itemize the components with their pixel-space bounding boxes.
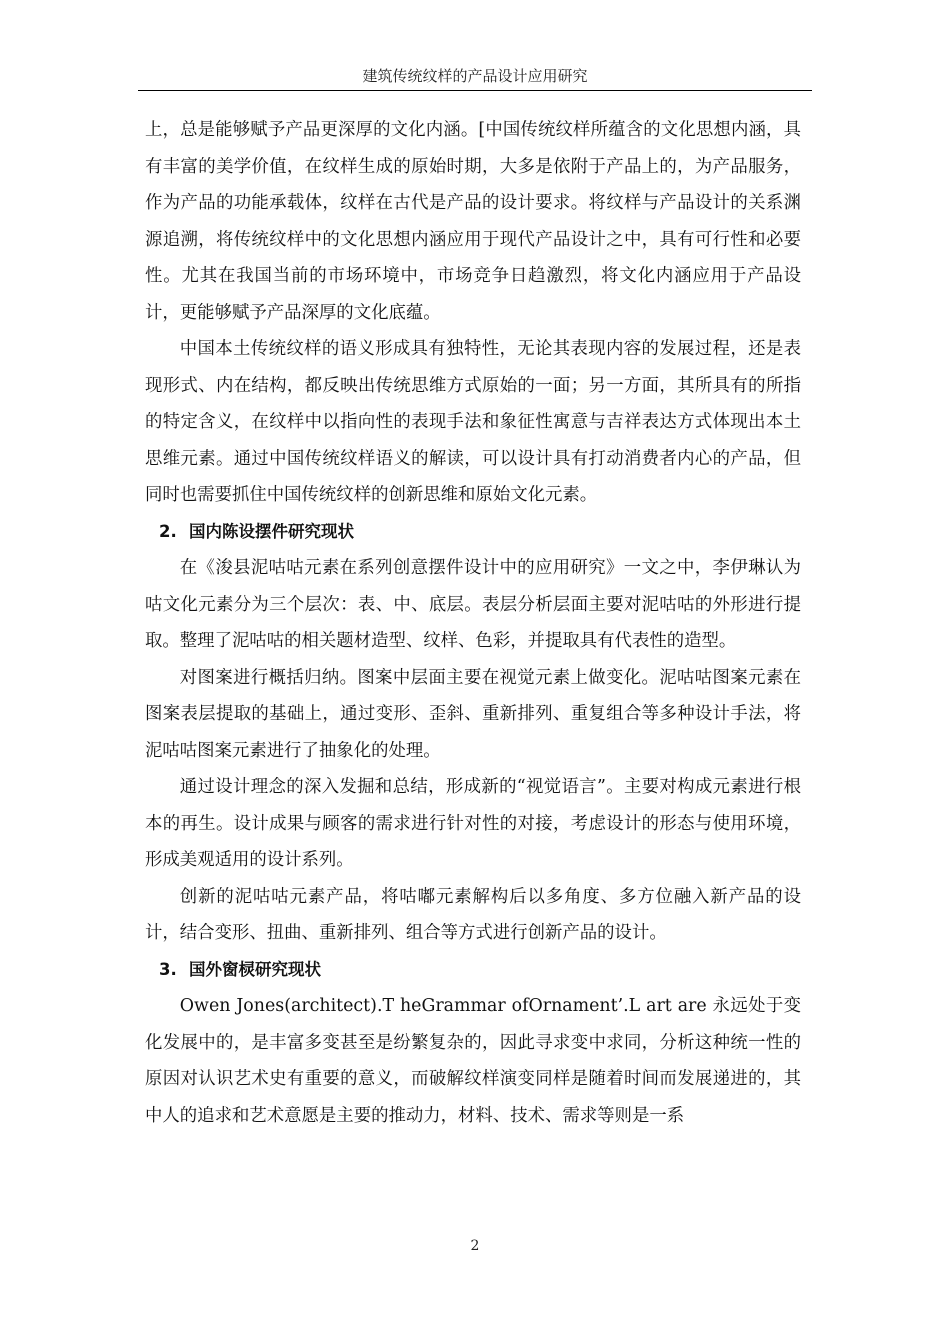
page-footer	[0, 1238, 950, 1254]
section-title-3: 国外窗棂研究现状	[189, 959, 321, 979]
page-number: 2	[470, 1238, 480, 1254]
section-title-2: 国内陈设摆件研究现状	[189, 521, 354, 541]
paragraph-1: 上，总是能够赋予产品更深厚的文化内涵。[中国传统纹样所蕴含的文化思想内涵，具有丰富的美学价值，在纹样生成的原始时期，大多是依附于产品上的，为产品服务，作为产品的功能承载体，纹样在古代是产品的设计要求。将纹样与产品设计的关系渊源追溯，将传统纹样中的文化思想内涵应用于现代产品设计之中，具有可行性和必要性。尤其在我国当前的市场环境中，市场竞争日趋激烈，将文化内涵应用于产品设计，更能够赋予产品深厚的文化底蕴。	[145, 120, 801, 323]
paragraph-2: 中国本土传统纹样的语义形成具有独特性，无论其表现内容的发展过程，还是表现形式、内在结构，都反映出传统思维方式原始的一面；另一方面，其所具有的所指的特定含义，在纹样中以指向性的表现手法和象征性寓意与吉祥表达方式体现出本土思维元素。通过中国传统纹样语义的解读，可以设计具有打动消费者内心的产品，但同时也需要抓住中国传统纹样的创新思维和原始文化元素。	[145, 339, 801, 505]
section-number-3: 3.	[159, 959, 177, 979]
page-body	[145, 112, 801, 1134]
paragraph-7: Owen Jones(architect).T heGrammar ofOrnament’.L art are 永远处于变化发展中的，是丰富多变甚至是纷繁复杂的，因此寻求变中求同，分析这种统一性的原因对认识艺术史有重要的意义，而破解纹样演变同样是随着时间而发展递进的，其中人的追求和艺术意愿是主要的推动力，材料、技术、需求等则是一系	[145, 996, 801, 1126]
paragraph-4: 对图案进行概括归纳。图案中层面主要在视觉元素上做变化。泥咕咕图案元素在图案表层提取的基础上，通过变形、歪斜、重新排列、重复组合等多种设计手法，将泥咕咕图案元素进行了抽象化的处理。	[145, 667, 801, 761]
section-number-2: 2.	[159, 521, 177, 541]
header-title: 建筑传统纹样的产品设计应用研究	[362, 67, 588, 85]
paragraph-3: 在《浚县泥咕咕元素在系列创意摆件设计中的应用研究》一文之中，李伊琳认为咕文化元素分为三个层次：表、中、底层。表层分析层面主要对泥咕咕的外形进行提取。整理了泥咕咕的相关题材造型、纹样、色彩，并提取具有代表性的造型。	[145, 558, 801, 651]
paragraph-5: 通过设计理念的深入发掘和总结，形成新的“视觉语言”。主要对构成元素进行根本的再生。设计成果与顾客的需求进行针对性的对接，考虑设计的形态与使用环境，形成美观适用的设计系列。	[145, 777, 801, 870]
paragraph-6: 创新的泥咕咕元素产品，将咕嘟元素解构后以多角度、多方位融入新产品的设计，结合变形、扭曲、重新排列、组合等方式进行创新产品的设计。	[145, 886, 801, 943]
page-header	[138, 66, 812, 91]
section-heading-3	[145, 952, 801, 989]
section-heading-2	[145, 514, 801, 551]
